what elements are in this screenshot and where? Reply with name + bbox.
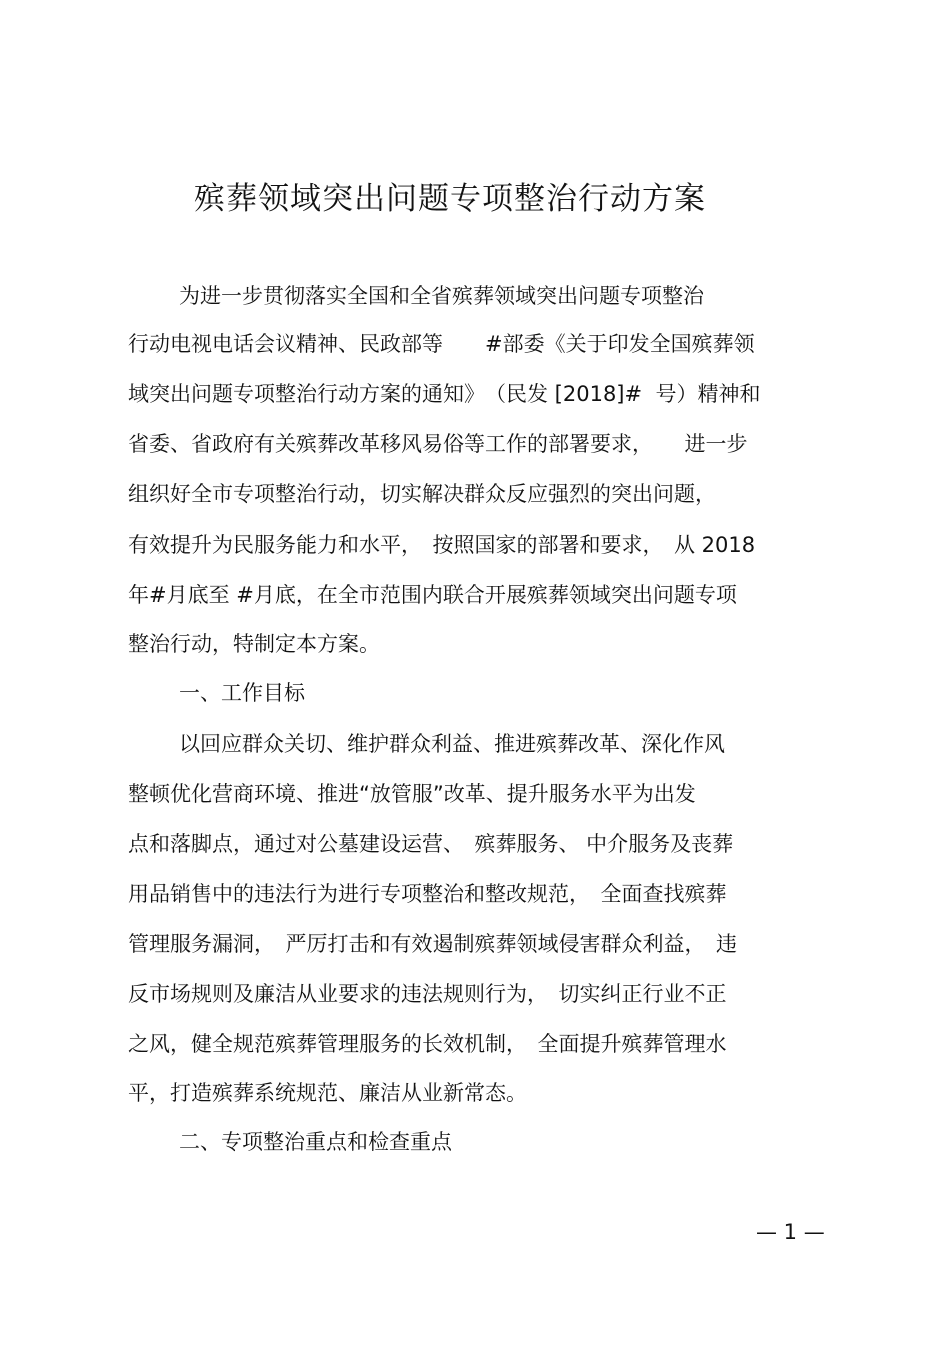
paragraph-line: 用品销售中的违法行为进行专项整治和整改规范， 全面查找殡葬: [128, 882, 727, 906]
paragraph-line: 管理服务漏洞， 严厉打击和有效遏制殡葬领域侵害群众利益， 违: [128, 932, 737, 956]
paragraph-line: 反市场规则及廉洁从业要求的违法规则行为， 切实纠正行业不正: [128, 982, 727, 1006]
paragraph-line: 年#月底至 #月底，在全市范围内联合开展殡葬领域突出问题专项: [128, 583, 737, 607]
paragraph-line: 行动电视电话会议精神、民政部等 #部委《关于印发全国殡葬领: [128, 332, 755, 356]
paragraph-line: 省委、省政府有关殡葬改革移风易俗等工作的部署要求， 进一步: [128, 432, 748, 456]
paragraph-line: 平，打造殡葬系统规范、廉洁从业新常态。: [128, 1081, 527, 1105]
paragraph-line: 有效提升为民服务能力和水平， 按照国家的部署和要求， 从 2018: [128, 533, 756, 557]
paragraph-line: 点和落脚点，通过对公墓建设运营、 殡葬服务、 中介服务及丧葬: [128, 832, 734, 856]
section-heading: 一、工作目标: [179, 681, 305, 705]
section-heading: 二、专项整治重点和检查重点: [179, 1130, 452, 1154]
paragraph-line: 为进一步贯彻落实全国和全省殡葬领域突出问题专项整治: [179, 284, 704, 308]
paragraph-line: 组织好全市专项整治行动，切实解决群众反应强烈的突出问题，: [128, 482, 716, 506]
paragraph-line: 整治行动，特制定本方案。: [128, 632, 380, 656]
paragraph-line: 域突出问题专项整治行动方案的通知》 （民发 [2018]# 号）精神和: [128, 382, 761, 406]
paragraph-line: 整顿优化营商环境、推进“放管服”改革、提升服务水平为出发: [128, 782, 696, 806]
paragraph-line: 之风，健全规范殡葬管理服务的长效机制， 全面提升殡葬管理水: [128, 1032, 727, 1056]
document-title: 殡葬领域突出问题专项整治行动方案: [194, 181, 706, 217]
page-number: — 1 —: [756, 1220, 825, 1244]
paragraph-line: 以回应群众关切、维护群众利益、推进殡葬改革、深化作风: [179, 732, 725, 756]
